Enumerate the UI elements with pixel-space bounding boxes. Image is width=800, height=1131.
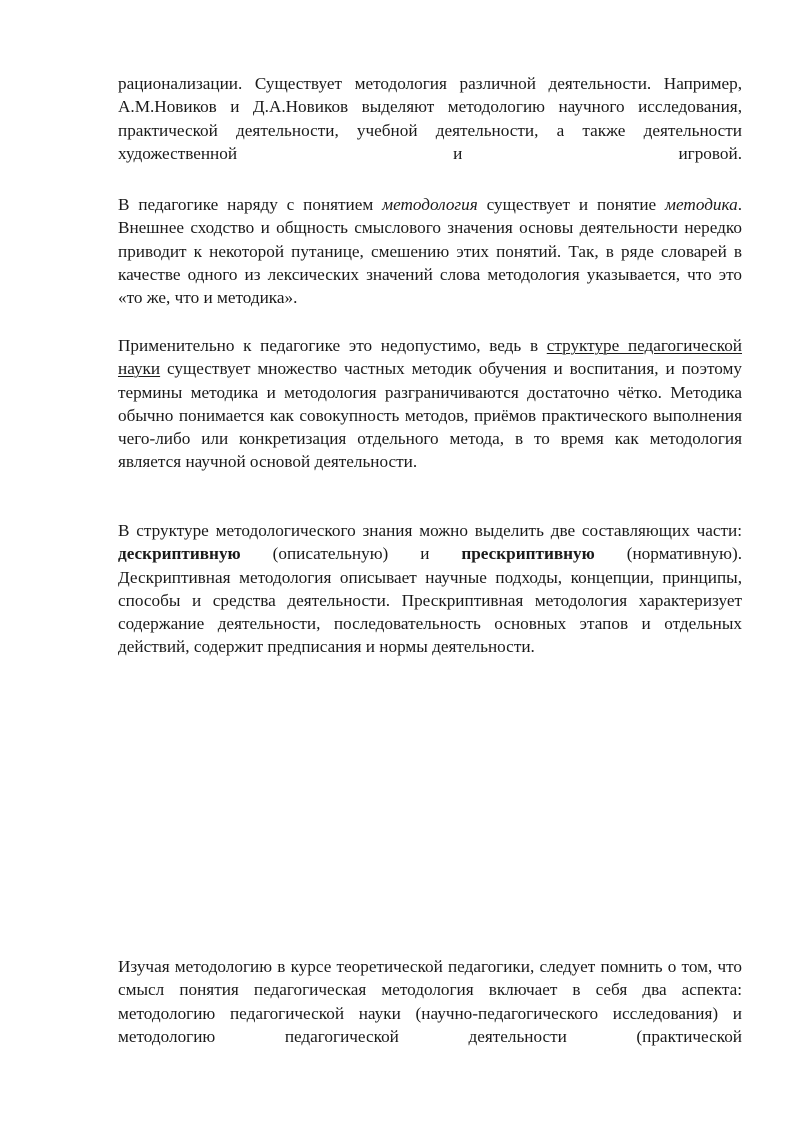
- term-methodika: методика: [665, 195, 738, 214]
- term-methodology: методология: [382, 195, 478, 214]
- paragraph-text: Изучая методологию в курсе теоретической педагогики, следует помнить о том, что смысл понятия педагогическая методология включает в себя два аспекта: методологию педагогической науки (научно-педагогического исследования) и методологию педагогической деятельности (практической: [118, 957, 742, 1046]
- paragraph-text: Применительно к педагогике это недопустимо, ведь в: [118, 336, 547, 355]
- paragraph-studying-methodology: [118, 955, 742, 1048]
- paragraph-text: (описательную) и: [240, 544, 462, 564]
- paragraph-pedagogy-application: [118, 334, 742, 474]
- term-prescriptive: прескриптивную: [461, 544, 595, 564]
- paragraph-methodology-vs-methodika: [118, 193, 742, 309]
- paragraph-methodology-types: [118, 72, 742, 165]
- paragraph-text: рационализации. Существует методология различной деятельности. Например, А.М.Новиков и Д.А.Новиков выделяют методологию научного исследования, практической деятельности, учебной деятельности, а также деятельности художественной и игровой.: [118, 74, 742, 163]
- term-descriptive: дескриптивную: [118, 544, 241, 564]
- paragraph-text: В структуре методологического знания можно выделить две составляющих части:: [118, 521, 742, 540]
- paragraph-text: существует и понятие: [477, 195, 666, 214]
- paragraph-text: существует множество частных методик обучения и воспитания, и поэтому термины методика и методология разграничиваются достаточно чётко. Методика обычно понимается как совокупность методов, приёмов практического выполнения чего-либо или конкретизация отдельного метода, в то время как методология является научной основой деятельности.: [118, 359, 742, 472]
- link-pedagogical-science-structure[interactable]: структуре педагогической науки: [118, 336, 742, 379]
- paragraph-text: В педагогике наряду с понятием: [118, 195, 383, 214]
- paragraph-text: . Внешнее сходство и общность смыслового значения основы деятельности нередко приводит к некоторой путанице, смешению этих понятий. Так, в ряде словарей в качестве одного из лексических значений слова методология указывается, что это «то же, что и методика».: [118, 195, 742, 308]
- paragraph-knowledge-structure: [118, 519, 742, 659]
- paragraph-text: (нормативную). Дескриптивная методология описывает научные подходы, концепции, принципы, способы и средства деятельности. Прескриптивная методология характеризует содержание деятельности, последовательность основных этапов и отдельных действий, содержит предписания и нормы деятельности.: [118, 544, 742, 657]
